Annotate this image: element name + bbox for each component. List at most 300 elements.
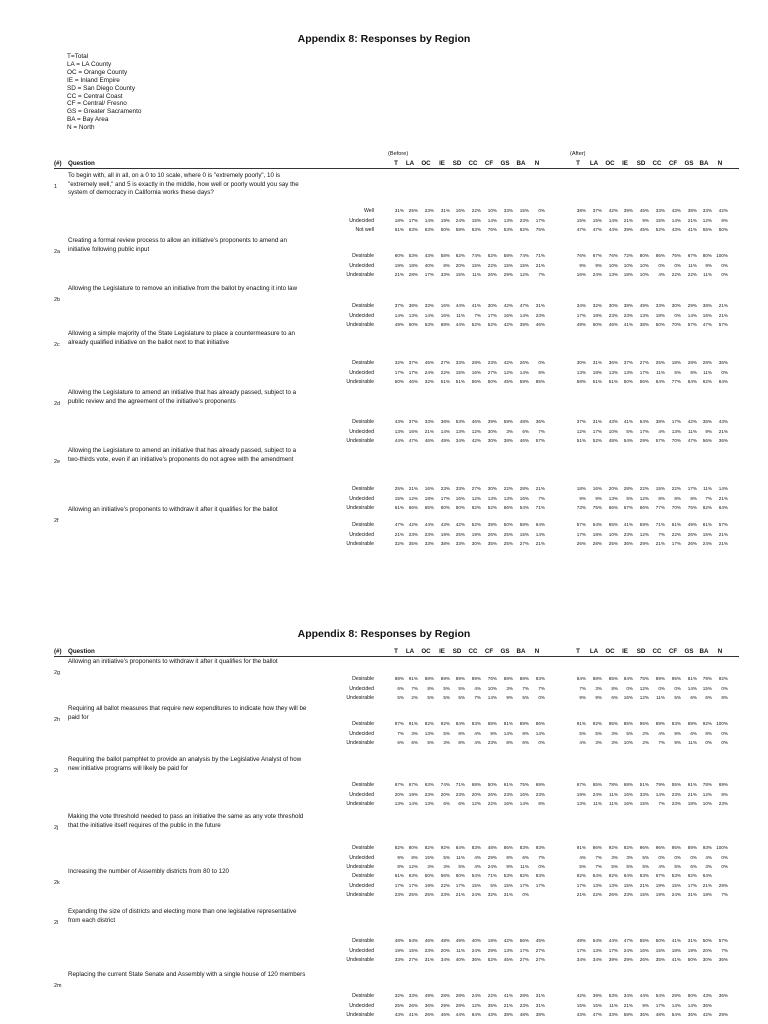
value-cell-before: 10%: [487, 685, 497, 691]
value-cell-after: 18%: [623, 272, 633, 277]
value-cell-after: 14%: [718, 486, 728, 491]
value-cell-before: 4%: [474, 740, 481, 745]
value-cell-after: 19%: [655, 882, 665, 888]
response-label: Undecided: [349, 428, 374, 435]
value-cell-before: 14%: [408, 801, 418, 806]
value-cell-after: 11%: [688, 740, 697, 745]
value-cell-after: 38%: [702, 303, 712, 308]
group-label-before: (Before): [388, 151, 409, 157]
value-cell-before: 5%: [443, 730, 450, 736]
value-cell-after: 66%: [639, 505, 649, 510]
value-cell-before: 13%: [408, 312, 418, 318]
value-cell-after: 64%: [592, 873, 602, 878]
value-cell-before: 15%: [455, 369, 465, 375]
value-cell-before: 17%: [408, 217, 418, 223]
value-cell-after: 31%: [592, 360, 602, 365]
response-label: Undecided: [349, 882, 374, 889]
value-cell-before: 15%: [503, 882, 513, 888]
value-cell-before: 22%: [487, 993, 497, 998]
value-cell-before: 84%: [455, 721, 465, 726]
column-header-la: LA: [589, 648, 599, 655]
value-cell-before: 3%: [427, 864, 434, 869]
value-cell-before: 52%: [487, 253, 497, 258]
value-cell-before: 19%: [471, 531, 481, 537]
legend-item: N = North: [67, 124, 95, 132]
column-header-gs: GS: [684, 160, 694, 167]
value-cell-after: 53%: [671, 873, 681, 878]
value-cell-after: 62%: [702, 379, 712, 384]
value-cell-after: 37%: [576, 419, 586, 424]
value-cell-after: 33%: [702, 208, 712, 213]
value-cell-after: 12%: [639, 531, 649, 537]
value-cell-before: 17%: [455, 882, 465, 888]
value-cell-before: 15%: [394, 495, 404, 501]
value-cell-after: 92%: [592, 721, 602, 726]
value-cell-after: 21%: [718, 428, 728, 434]
value-cell-before: 29%: [440, 1002, 450, 1008]
response-label: Desirable: [352, 782, 374, 788]
value-cell-before: 6%: [522, 740, 529, 745]
value-cell-after: 0%: [674, 262, 681, 268]
value-cell-before: 18%: [424, 495, 434, 501]
value-cell-before: 56%: [440, 873, 450, 878]
value-cell-after: 15%: [592, 217, 602, 223]
value-cell-before: 14%: [519, 369, 529, 375]
question-number: 2a: [54, 249, 60, 255]
value-cell-after: 0%: [721, 730, 728, 736]
value-cell-before: 13%: [424, 801, 434, 806]
value-cell-after: 17%: [576, 882, 586, 888]
value-cell-before: 7%: [538, 854, 545, 860]
value-cell-before: 17%: [394, 369, 404, 375]
value-cell-after: 7%: [658, 801, 665, 806]
value-cell-before: 21%: [535, 541, 545, 546]
value-cell-before: 14%: [424, 217, 434, 223]
value-cell-after: 42%: [576, 993, 586, 998]
value-cell-before: 35%: [487, 1002, 497, 1008]
value-cell-before: 12%: [503, 369, 513, 375]
value-cell-after: 47%: [592, 227, 602, 232]
value-cell-after: 13%: [623, 369, 633, 375]
value-cell-after: 5%: [626, 495, 633, 501]
value-cell-after: 31%: [687, 892, 697, 897]
value-cell-after: 37%: [592, 208, 602, 213]
value-cell-after: 17%: [576, 531, 586, 537]
value-cell-after: 56%: [639, 379, 649, 384]
value-cell-before: 20%: [440, 791, 450, 797]
value-cell-after: 7%: [658, 740, 665, 745]
value-cell-after: 9%: [595, 262, 602, 268]
value-cell-before: 24%: [487, 864, 497, 869]
value-cell-after: 78%: [702, 782, 712, 787]
value-cell-before: 32%: [394, 993, 404, 998]
value-cell-after: 92%: [702, 721, 712, 726]
value-cell-before: 52%: [487, 322, 497, 327]
value-cell-after: 62%: [608, 873, 618, 878]
value-cell-before: 28%: [455, 1002, 465, 1008]
response-label: Desirable: [352, 873, 374, 879]
value-cell-after: 26%: [687, 541, 697, 546]
value-cell-before: 66%: [503, 505, 513, 510]
value-cell-after: 0%: [721, 369, 728, 375]
value-cell-before: 15%: [503, 262, 513, 268]
value-cell-before: 17%: [408, 369, 418, 375]
value-cell-after: 13%: [608, 882, 618, 888]
value-cell-after: 14%: [655, 791, 665, 797]
value-cell-before: 49%: [455, 938, 465, 943]
column-header-ie: IE: [622, 160, 628, 167]
value-cell-before: 4%: [474, 864, 481, 869]
value-cell-before: 74%: [471, 253, 481, 258]
value-cell-after: 41%: [623, 522, 633, 527]
value-cell-before: 27%: [535, 957, 545, 962]
value-cell-before: 63%: [471, 227, 481, 232]
value-cell-before: 16%: [519, 791, 529, 797]
response-label: Undecided: [349, 217, 374, 224]
value-cell-after: 89%: [687, 845, 697, 850]
value-cell-before: 7%: [397, 730, 404, 736]
value-cell-before: 17%: [535, 217, 545, 223]
value-cell-after: 23%: [671, 801, 681, 806]
column-header-t: T: [394, 160, 398, 167]
value-cell-before: 3%: [443, 864, 450, 869]
value-cell-before: 7%: [411, 685, 418, 691]
value-cell-after: 80%: [639, 253, 649, 258]
value-cell-before: 16%: [424, 486, 434, 491]
value-cell-after: 63%: [639, 873, 649, 878]
response-label: Undecided: [349, 531, 374, 538]
value-cell-before: 42%: [503, 322, 513, 327]
value-cell-before: 16%: [519, 495, 529, 501]
value-cell-after: 47%: [623, 938, 633, 943]
value-cell-after: 30%: [671, 303, 681, 308]
value-cell-before: 71%: [487, 873, 497, 878]
value-cell-after: 42%: [608, 208, 618, 213]
value-cell-after: 5%: [642, 854, 649, 860]
value-cell-before: 23%: [535, 312, 545, 318]
value-cell-before: 41%: [503, 993, 513, 998]
value-cell-after: 0%: [721, 262, 728, 268]
value-cell-before: 33%: [424, 419, 434, 424]
value-cell-after: 21%: [702, 882, 712, 888]
column-header-hash: (#): [54, 648, 62, 655]
value-cell-before: 43%: [394, 419, 404, 424]
value-cell-after: 11%: [703, 486, 712, 491]
value-cell-before: 31%: [535, 303, 545, 308]
value-cell-before: 20%: [394, 791, 404, 797]
value-cell-after: 39%: [623, 227, 633, 232]
value-cell-after: 7%: [579, 685, 586, 691]
value-cell-after: 26%: [576, 541, 586, 546]
value-cell-before: 5%: [490, 882, 497, 888]
value-cell-after: 96%: [639, 845, 649, 850]
value-cell-after: 48%: [655, 1012, 665, 1017]
value-cell-after: 10%: [639, 262, 649, 268]
value-cell-before: 51%: [455, 379, 465, 384]
value-cell-before: 6%: [522, 428, 529, 434]
value-cell-after: 13%: [639, 312, 649, 318]
question-text: To begin with, all in all, on a 0 to 10 scale, where 0 is "extremely poorly", 10 is "extremely well," and 5 is exactly in the middle, how well or poorly would you say the system of democracy in California works these days?: [68, 172, 299, 197]
value-cell-before: 17%: [519, 882, 529, 888]
value-cell-before: 74%: [440, 782, 450, 787]
value-cell-after: 3%: [611, 854, 618, 860]
value-cell-before: 17%: [424, 272, 434, 277]
value-cell-before: 32%: [487, 892, 497, 897]
value-cell-after: 18%: [687, 801, 697, 806]
response-label: Undesirable: [346, 740, 374, 746]
value-cell-after: 24%: [592, 791, 602, 797]
value-cell-before: 0%: [538, 740, 545, 745]
value-cell-after: 15%: [655, 217, 665, 223]
value-cell-before: 8%: [443, 262, 450, 268]
value-cell-before: 0%: [538, 360, 545, 365]
column-header-cf: CF: [668, 160, 678, 167]
value-cell-after: 16%: [623, 791, 633, 797]
value-cell-before: 38%: [440, 541, 450, 546]
value-cell-after: 8%: [721, 217, 728, 223]
column-header-cc: CC: [652, 160, 662, 167]
value-cell-after: 28%: [623, 486, 633, 491]
value-cell-before: 15%: [519, 262, 529, 268]
value-cell-before: 33%: [408, 993, 418, 998]
value-cell-before: 6%: [397, 740, 404, 745]
value-cell-before: 27%: [519, 541, 529, 546]
value-cell-after: 13%: [608, 272, 618, 277]
value-cell-after: 21%: [718, 541, 728, 546]
value-cell-after: 10%: [639, 272, 649, 277]
value-cell-after: 100%: [716, 253, 728, 258]
value-cell-after: 10%: [702, 801, 712, 806]
value-cell-before: 31%: [424, 957, 434, 962]
value-cell-before: 26%: [487, 531, 497, 537]
value-cell-before: 15%: [471, 882, 481, 888]
value-cell-before: 59%: [503, 419, 513, 424]
value-cell-before: 53%: [503, 873, 513, 878]
value-cell-after: 4%: [579, 854, 586, 860]
value-cell-after: 71%: [655, 522, 665, 527]
value-cell-before: 53%: [503, 227, 513, 232]
value-cell-before: 13%: [503, 495, 513, 501]
value-cell-before: 86%: [503, 845, 513, 850]
value-cell-after: 34%: [576, 957, 586, 962]
value-cell-after: 17%: [608, 947, 618, 953]
response-label: Undecided: [349, 791, 374, 798]
response-label: Desirable: [352, 486, 374, 492]
value-cell-after: 5%: [579, 864, 586, 869]
value-cell-before: 44%: [394, 438, 404, 443]
value-cell-before: 35%: [408, 541, 418, 546]
value-cell-after: 14%: [687, 1002, 697, 1008]
value-cell-before: 22%: [440, 369, 450, 375]
value-cell-after: 54%: [592, 522, 602, 527]
value-cell-after: 14%: [687, 312, 697, 318]
value-cell-before: 14%: [487, 217, 497, 223]
value-cell-before: 58%: [440, 253, 450, 258]
value-cell-after: 54%: [623, 438, 633, 443]
value-cell-before: 14%: [503, 730, 513, 736]
value-cell-after: 27%: [639, 360, 649, 365]
response-label: Undecided: [349, 1002, 374, 1009]
value-cell-after: 0%: [721, 272, 728, 277]
page-title: Appendix 8: Responses by Region: [297, 33, 471, 45]
value-cell-after: 64%: [687, 379, 697, 384]
value-cell-after: 59%: [639, 522, 649, 527]
value-cell-after: 28%: [592, 541, 602, 546]
value-cell-before: 8%: [506, 740, 513, 745]
value-cell-before: 24%: [471, 993, 481, 998]
value-cell-before: 27%: [519, 957, 529, 962]
value-cell-before: 58%: [519, 522, 529, 527]
value-cell-after: 39%: [608, 957, 618, 962]
column-header-sd: SD: [452, 648, 462, 655]
column-header-ie: IE: [439, 160, 445, 167]
value-cell-after: 44%: [608, 227, 618, 232]
value-cell-before: 23%: [440, 892, 450, 897]
value-cell-after: 33%: [655, 303, 665, 308]
value-cell-before: 16%: [455, 495, 465, 501]
value-cell-after: 62%: [687, 873, 697, 878]
response-label: Undesirable: [346, 379, 374, 385]
value-cell-before: 20%: [440, 947, 450, 953]
value-cell-before: 32%: [394, 541, 404, 546]
value-cell-before: 83%: [471, 845, 481, 850]
value-cell-before: 30%: [471, 541, 481, 546]
value-cell-before: 26%: [487, 272, 497, 277]
value-cell-before: 18%: [394, 217, 404, 223]
value-cell-before: 68%: [440, 322, 450, 327]
value-cell-after: 16%: [623, 801, 633, 806]
value-cell-after: 18%: [576, 486, 586, 491]
value-cell-after: 45%: [639, 227, 649, 232]
value-cell-after: 0%: [674, 312, 681, 318]
value-cell-before: 41%: [408, 1012, 418, 1017]
value-cell-before: 0%: [522, 892, 529, 897]
value-cell-before: 8%: [506, 854, 513, 860]
value-cell-before: 87%: [394, 721, 404, 726]
response-label: Desirable: [352, 360, 374, 366]
value-cell-after: 43%: [608, 419, 618, 424]
value-cell-after: 9%: [705, 428, 712, 434]
value-cell-before: 29%: [487, 854, 497, 860]
value-cell-before: 8%: [538, 369, 545, 375]
value-cell-before: 8%: [427, 685, 434, 691]
value-cell-before: 56%: [519, 938, 529, 943]
value-cell-before: 36%: [471, 957, 481, 962]
response-label: Desirable: [352, 253, 374, 259]
value-cell-before: 27%: [535, 947, 545, 953]
value-cell-after: 76%: [671, 253, 681, 258]
value-cell-before: 14%: [535, 730, 545, 736]
value-cell-before: 39%: [487, 419, 497, 424]
value-cell-after: 56%: [702, 438, 712, 443]
value-cell-after: 9%: [579, 495, 586, 501]
value-cell-before: 9%: [506, 864, 513, 869]
value-cell-before: 48%: [519, 419, 529, 424]
value-cell-after: 17%: [639, 369, 649, 375]
column-header-t: T: [576, 160, 580, 167]
value-cell-after: 15%: [702, 685, 712, 691]
value-cell-before: 5%: [427, 695, 434, 700]
value-cell-after: 50%: [702, 938, 712, 943]
value-cell-before: 62%: [455, 253, 465, 258]
value-cell-before: 86%: [535, 721, 545, 726]
value-cell-after: 75%: [592, 505, 602, 510]
column-header-cc: CC: [468, 648, 478, 655]
value-cell-before: 7%: [474, 312, 481, 318]
value-cell-before: 42%: [503, 303, 513, 308]
value-cell-after: 28%: [702, 360, 712, 365]
value-cell-before: 47%: [394, 522, 404, 527]
value-cell-after: 0%: [721, 854, 728, 860]
column-header-ie: IE: [622, 648, 628, 655]
value-cell-before: 50%: [424, 873, 434, 878]
value-cell-before: 26%: [487, 791, 497, 797]
value-cell-after: 42%: [687, 419, 697, 424]
value-cell-before: 45%: [535, 938, 545, 943]
value-cell-before: 12%: [471, 495, 481, 501]
value-cell-before: 53%: [408, 253, 418, 258]
value-cell-after: 51%: [608, 379, 618, 384]
value-cell-after: 11%: [656, 695, 665, 700]
value-cell-before: 17%: [440, 495, 450, 501]
value-cell-after: 47%: [687, 438, 697, 443]
value-cell-after: 21%: [576, 892, 586, 897]
value-cell-before: 31%: [535, 1002, 545, 1008]
value-cell-before: 13%: [394, 428, 404, 434]
value-cell-after: 36%: [718, 360, 728, 365]
value-cell-before: 89%: [519, 721, 529, 726]
value-cell-after: 9%: [579, 262, 586, 268]
value-cell-before: 9%: [490, 730, 497, 736]
value-cell-before: 46%: [440, 1012, 450, 1017]
value-cell-after: 79%: [702, 676, 712, 681]
value-cell-after: 21%: [639, 882, 649, 888]
column-header-ba: BA: [699, 160, 709, 167]
value-cell-before: 52%: [487, 957, 497, 962]
response-label: Not well: [355, 227, 374, 233]
value-cell-before: 12%: [471, 428, 481, 434]
value-cell-after: 3%: [611, 730, 618, 736]
value-cell-before: 88%: [519, 676, 529, 681]
value-cell-before: 51%: [440, 379, 450, 384]
value-cell-before: 43%: [487, 1012, 497, 1017]
column-header-cf: CF: [668, 648, 678, 655]
question-number: 2b: [54, 297, 60, 303]
value-cell-after: 25%: [608, 541, 618, 546]
value-cell-after: 36%: [702, 1002, 712, 1008]
value-cell-before: 23%: [535, 791, 545, 797]
value-cell-after: 12%: [702, 791, 712, 797]
header-rule: [54, 168, 739, 169]
value-cell-before: 47%: [519, 303, 529, 308]
value-cell-after: 62%: [576, 873, 586, 878]
question-number: 2h: [54, 717, 60, 723]
value-cell-before: 12%: [519, 272, 529, 277]
legend-item: SD = San Diego County: [67, 84, 136, 92]
value-cell-before: 8%: [411, 854, 418, 860]
value-cell-before: 83%: [535, 873, 545, 878]
value-cell-after: 37%: [623, 360, 633, 365]
value-cell-before: 12%: [471, 1002, 481, 1008]
value-cell-before: 88%: [394, 676, 404, 681]
question-text: Creating a formal review process to allow an initiative's proponents to amend an initiative following public input: [68, 237, 287, 253]
value-cell-after: 50%: [687, 993, 697, 998]
value-cell-after: 64%: [655, 379, 665, 384]
value-cell-before: 28%: [519, 486, 529, 491]
value-cell-after: 16%: [639, 947, 649, 953]
value-cell-before: 15%: [471, 262, 481, 268]
value-cell-after: 36%: [718, 993, 728, 998]
